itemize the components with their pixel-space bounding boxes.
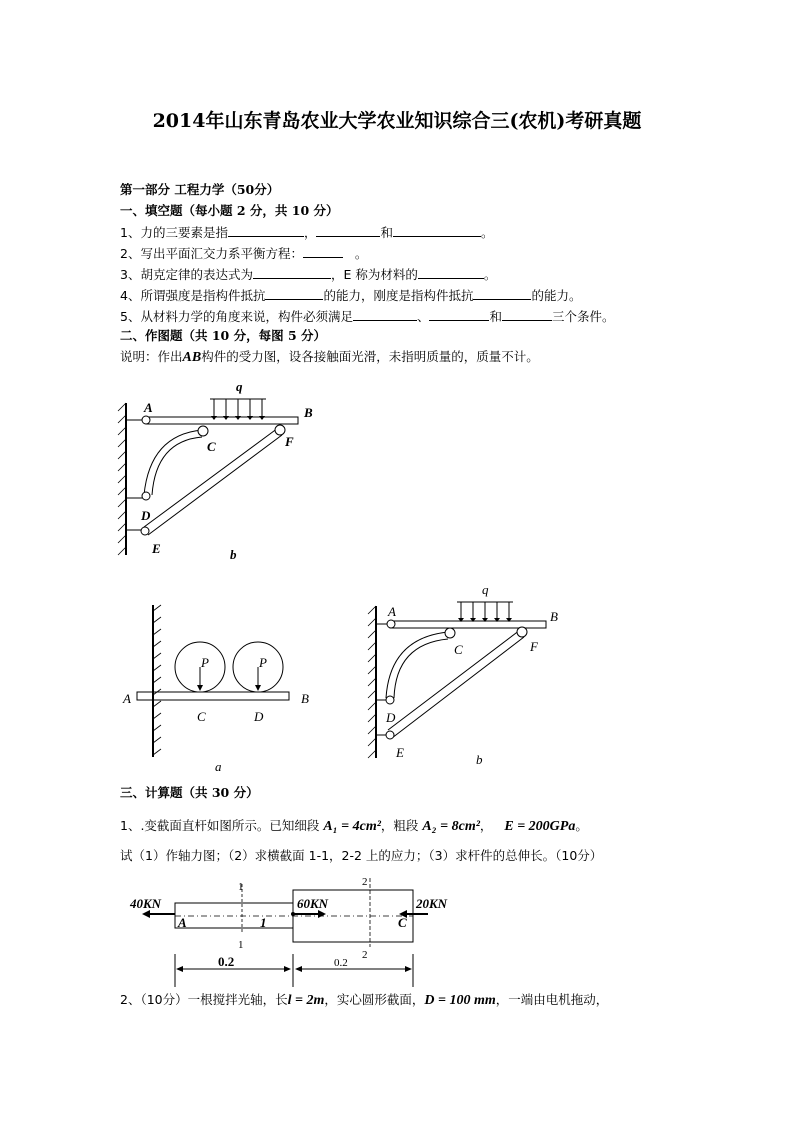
- label-c: C: [207, 439, 216, 454]
- section3-heading: 三、计算题（共 30 分）: [120, 785, 259, 800]
- label-b: B: [301, 691, 309, 706]
- label-f: F: [285, 434, 294, 449]
- length-1: 0.2: [218, 954, 235, 969]
- label-q: q: [482, 582, 489, 597]
- force-40kn: 40KN: [130, 896, 162, 911]
- section1-heading: 一、填空题（每小题 2 分，共 10 分）: [120, 203, 339, 218]
- label-a: A: [123, 691, 131, 706]
- figure-caption: a: [215, 759, 222, 774]
- label-c: C: [454, 642, 463, 657]
- question-3-2: 2、（10分）一根搅拌光轴，长l = 2m，实心圆形截面，D = 100 mm，一端由电机拖动，: [120, 992, 609, 1008]
- section-1-top: 1: [238, 881, 244, 893]
- question-3-1: 1、.变截面直杆如图所示。已知细段 A₁ = 4cm²，粗段 A₂ = 8cm²， E = 200GPa。: [120, 818, 588, 834]
- label-1: 1: [260, 915, 267, 930]
- label-b: B: [304, 405, 313, 420]
- part-heading: 第一部分 工程力学（50分）: [120, 182, 280, 197]
- label-f: F: [530, 639, 538, 654]
- label-d: D: [254, 709, 264, 724]
- label-c: C: [197, 709, 206, 724]
- question-1-1: 1、力的三要素是指 ， 和 。: [120, 225, 494, 240]
- section-2-top: 2: [362, 876, 368, 888]
- label-a: A: [144, 400, 153, 415]
- force-60kn: 60KN: [297, 896, 329, 911]
- length-2: 0.2: [334, 957, 348, 969]
- label-e: E: [396, 745, 404, 760]
- label-q: q: [236, 379, 243, 394]
- question-1-5: 5、从材料力学的角度来说，构件必须满足 、 和 三个条件。: [120, 309, 615, 324]
- label-a: A: [388, 604, 396, 619]
- figure-caption: b: [230, 547, 237, 562]
- force-20kn: 20KN: [416, 896, 448, 911]
- label-e: E: [152, 541, 161, 556]
- label-p2: P: [259, 655, 267, 670]
- section-1-bottom: 1: [238, 939, 244, 951]
- question-1-3: 3、胡克定律的表达式为 ，E 称为材料的 。: [120, 267, 497, 282]
- figure-b-bottom: [360, 580, 570, 770]
- label-c: C: [398, 915, 407, 930]
- section2-note: 说明：作出AB构件的受力图，设各接触面光滑，未指明质量的，质量不计。: [120, 349, 539, 365]
- figure-a: [115, 605, 315, 780]
- label-p1: P: [201, 655, 209, 670]
- bar-figure: [120, 872, 480, 987]
- figure-caption: b: [476, 752, 483, 767]
- label-a: A: [178, 915, 187, 930]
- question-3-1-tasks: 试（1）作轴力图；（2）求横截面 1-1，2-2 上的应力；（3）求杆件的总伸长。（10分）: [120, 848, 603, 863]
- section2-heading: 二、作图题（共 10 分，每图 5 分）: [120, 328, 327, 343]
- label-d: D: [386, 710, 396, 725]
- question-1-4: 4、所谓强度是指构件抵抗 的能力，刚度是指构件抵抗 的能力。: [120, 288, 582, 303]
- label-b: B: [550, 609, 558, 624]
- label-d: D: [141, 508, 151, 523]
- section-2-bottom: 2: [362, 949, 368, 961]
- question-1-2: 2、写出平面汇交力系平衡方程： 。: [120, 246, 368, 261]
- document-title: 2014年山东青岛农业大学农业知识综合三(农机)考研真题: [152, 110, 642, 132]
- figure-b-top: [110, 375, 340, 565]
